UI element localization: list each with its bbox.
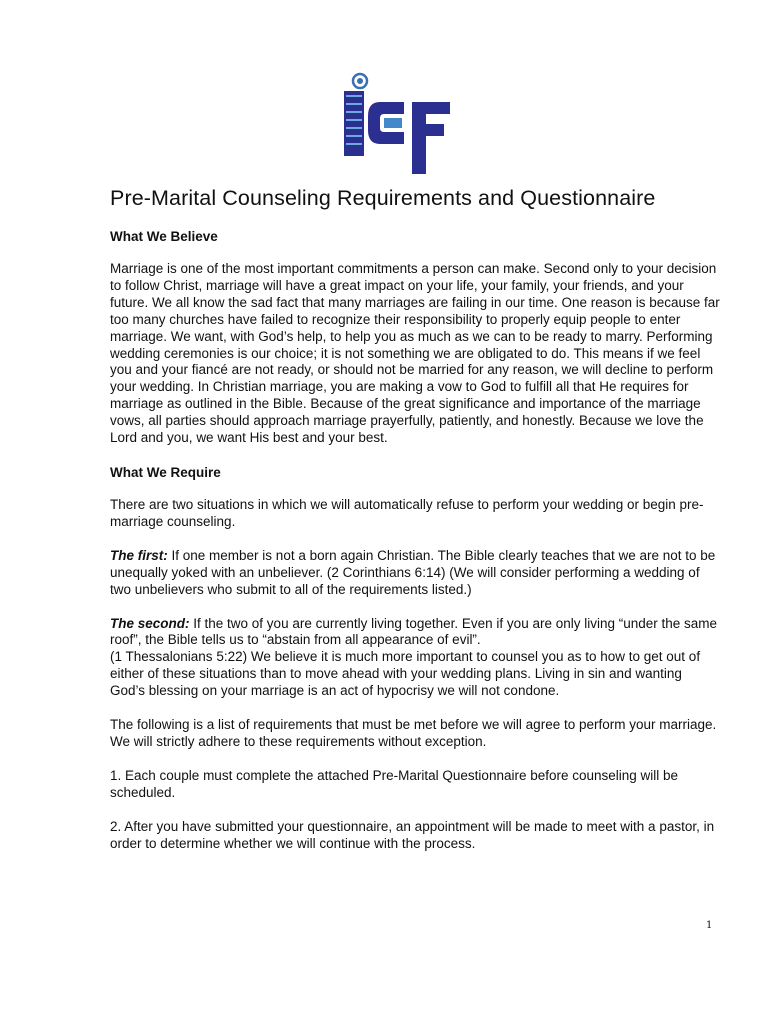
document-title: Pre-Marital Counseling Requirements and Questionnaire [110,186,656,210]
icf-logo [340,72,456,180]
first-situation-text: If one member is not a born again Christian. The Bible clearly teaches that we are not to be unequally yoked with an unbeliever. (2 Corinthians 6:14) (We will consider performing a wedding of two unbelievers who submit to all of the requirements listed.) [110,547,716,597]
second-situation-paragraph [110,616,720,701]
first-situation-paragraph [110,548,720,599]
second-situation-lead: The second: [110,615,190,631]
requirement-item-2: 2. After you have submitted your questionnaire, an appointment will be made to meet with a pastor, in order to determine whether we will continue with the process. [110,818,715,851]
first-situation-lead: The first: [110,547,168,563]
document-body [110,228,720,869]
requirements-intro-paragraph: The following is a list of requirements that must be met before we will agree to perform your marriage. We will strictly adhere to these requirements without exception. [110,717,717,749]
section-heading-believe: What We Believe [110,229,218,244]
require-intro-paragraph: There are two situations in which we will automatically refuse to perform your wedding or begin pre-marriage counseling. [110,496,704,529]
believe-paragraph: Marriage is one of the most important commitments a person can make. Second only to your decision to follow Christ, marriage will have a great impact on your life, your family, your friends, and your future. We all know the sad fact that many marriages are failing in our time. One reason is because far too many churches have failed to recognize their responsibility to properly equip people to enter marriage. We want, with God’s help, to help you as much as we can to be ready to marry. Performing wedding ceremonies is our choice; it is not something we are obligated to do. This means if we feel you and your fiancé are not ready, or should not be married for any reason, we will decline to perform your wedding. In Christian marriage, you are making a vow to God to fulfill all that He requires for marriage as outlined in the Bible. Because of the great significance and importance of the marriage vows, all parties should approach marriage prayerfully, patiently, and honestly. Because we love the Lord and you, we want His best and your best. [110,261,720,446]
requirement-item-1: 1. Each couple must complete the attached Pre-Marital Questionnaire before counseling will be scheduled. [110,767,679,800]
second-situation-text: If the two of you are currently living together. Even if you are only living “under the same roof”, the Bible tells us to “abstain from all appearance of evil”. [110,615,718,648]
second-situation-text-continued: (1 Thessalonians 5:22) We believe it is much more important to counsel you as to how to get out of either of these situations than to move ahead with your wedding plans. Living in sin and wanting God’s blessing on your marriage is an act of hypocrisy we will not condone. [110,649,701,699]
page-number: 1 [706,920,713,931]
logo-letter-f [412,102,450,174]
logo-letter-i [344,91,364,156]
section-heading-require: What We Require [110,464,221,480]
